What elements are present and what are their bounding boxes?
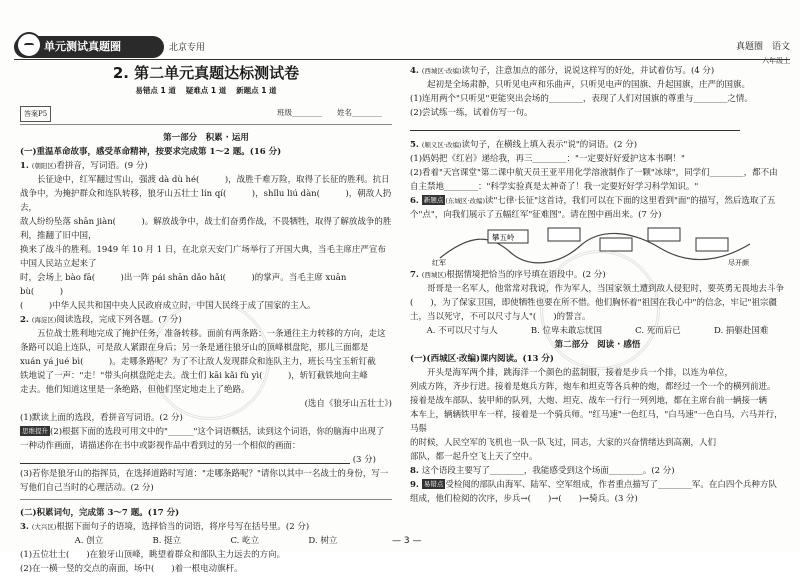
- question-5: [410, 138, 785, 194]
- q2-sub2-text: (2)根据下面的选段可用文中的"______"这个词语概括，读到这个词语，你的脑海中出现了一种动作画面，请描述你在书中或影视作品中看到过的另一个相似的画面：: [20, 427, 385, 451]
- stage-box-4[interactable]: [648, 228, 680, 241]
- edition-badge: 北京专用: [169, 43, 206, 53]
- section-two-heading: (二)积累词句，完成第 3～7 题。(17 分): [20, 508, 180, 518]
- stage-label-1: 攀五岭: [492, 233, 515, 242]
- q6-stem: 读"七律·长征"这首诗，我们可以在下面的这里看到"面"的描写，然后选取了五个"点"，向我们展示了五幅红军"征难图"。请在图中画出来。(7 分): [410, 196, 776, 220]
- easy-mistake-tag: 易错点: [423, 480, 444, 488]
- q2-sub2-answer: [20, 453, 392, 467]
- q4-source: (西城区·改编): [421, 67, 462, 75]
- new-point-tag: 新题点: [423, 196, 444, 204]
- passage-line: 接着是战车部队、装甲师的队列，大炮、坦克、战车一行行一列列地，都在主席台前一辆接一辆: [410, 396, 768, 406]
- q1-line: 换来了战斗的胜利。1949 年 10 月 1 日，在北京天安门广场举行了开国大典，当毛主席庄严宣布中国人民站立起来了: [20, 245, 386, 269]
- q2-source: (海淀区): [31, 316, 57, 324]
- q1-line: 敌人纷纷坠落 shān jiàn( )。解放战争中，战士们奋勇作战，不畏牺牲，取得了解放战争的胜利，推翻了旧中国，: [20, 217, 392, 241]
- q2-stem: 阅读选段，完成下列各题。(7 分): [56, 315, 182, 325]
- q4-answer-line: [410, 120, 785, 134]
- watermark-seal: [540, 250, 660, 370]
- q3-options: [20, 534, 392, 548]
- q2-line: 铁地说了一声："走！"带头向棋盘陀走去。战士们 kāi kǎi fù yì( )，斩钉截铁地向主峰: [20, 371, 368, 381]
- q3-stem: 根据下面句子的语境，选择恰当的词语，将序号写在括号里。(2 分): [56, 522, 310, 532]
- question-1: [20, 159, 392, 313]
- q1-source: (朝阳区): [31, 162, 57, 170]
- answer-blank[interactable]: [410, 121, 740, 131]
- question-4: [410, 64, 785, 134]
- skill-tag: 思维提升: [22, 427, 48, 435]
- q1-line: 时，会场上 bào fā( )出一阵 pái shān dǎo hǎi( )的掌声。当毛主席 xuān bù( ): [20, 273, 347, 297]
- q2-sub1: (1)默读上面的选段，看拼音写词语。(2 分): [20, 413, 183, 423]
- q7-source: (西城区): [421, 271, 447, 279]
- q2-line: 条路可以追上连队，可是敌人紧跟在身后；另一条是通往狼牙山的顶峰棋盘陀，那儿三面都是: [20, 343, 369, 353]
- question-8: [410, 464, 785, 478]
- q4-sentence: 起初是全场肃静，只听见电声和乐曲声，只听见电声的国旗、升起国旗，庄严的国旗。: [427, 80, 751, 90]
- section-three-heading: (一)(西城区·改编)课内阅读。(13 分): [410, 354, 554, 364]
- series-info: [736, 39, 790, 66]
- passage-line: 开头是海军两个排，跳海洋一个颜色的蓝制服，接着是步兵一个排，以连为单位，: [427, 368, 734, 378]
- option-c[interactable]: C. 屹立: [230, 536, 260, 546]
- q2-line: xuán yá jué bì( )。走哪条路呢？为了不让敌人发现群众和连队主力，班长马宝玉斩钉截: [20, 357, 376, 367]
- q2-number: 2.: [20, 315, 32, 325]
- q2-sub2: [20, 425, 392, 453]
- medium-count: 疑难点 1 道: [185, 86, 227, 95]
- option-a[interactable]: A. 不可以尺寸与人: [426, 326, 498, 336]
- q1-line: 长征途中，红军翻过雪山，强渡 dà dù hé( )，战胜千难万险，取得了长征的胜利。抗日战争中，为掩护群众和连队转移，狼牙山五壮士 lín qí( )，shǐlu liú dàn( )，朝敌人扔去，: [20, 175, 392, 213]
- q2-line: 走去。他们知道这里是一条绝路，但他们坚定地走上了绝路。: [20, 385, 250, 395]
- grade-label: 六年级上: [762, 57, 790, 65]
- option-c[interactable]: C. 死而后已: [635, 326, 681, 336]
- q5-sub2: (2)看着"天宫课堂"第二课中航天员王亚平用化学溶液制作了一颗"冰球"，同学们________，都不由自主禁地________："科学实验真是太神奇了！我一定要好好学习科学知识。": [410, 168, 778, 192]
- easy-count: 易错点 1 道: [135, 86, 176, 95]
- stage-box-3[interactable]: [600, 238, 632, 251]
- q9-stem: 受检阅的部队由海军、陆军、空军组成，作者重点描写了________军。在白四个兵种方队组成，他们检阅的次序，步兵→( )→( )→骑兵。(3 分): [410, 480, 777, 504]
- answer-reference: 答案P5: [20, 106, 51, 122]
- class-name-line: 班级________ 姓名________: [277, 108, 382, 117]
- q4-stem: 读句子，注意加点的部分，说说这样写的好处，并试着仿写。(4 分): [461, 66, 715, 76]
- passage-line: 的时候，人民空军的飞机也一队一队飞过，同志，大家的兴奋情绪达到高潮，人们: [410, 438, 717, 448]
- stage-box-2[interactable]: [548, 228, 580, 241]
- q1-line: ( )中华人民共和国中央人民政府成立时，中国人民终于成了国家的主人。: [20, 301, 316, 311]
- q5-source: (顺义区·改编): [421, 141, 462, 149]
- logo-text: 单元测试真题圈: [44, 40, 121, 53]
- series-logo: [14, 36, 164, 58]
- page-title: 2. 第二单元真题达标测试卷: [112, 64, 300, 82]
- answer-blank[interactable]: [20, 454, 350, 464]
- q2-sub3: (3)若你是狼牙山的指挥员，在选择道路时写道："走哪条路呢？"请你以其中一名战士的身份，写一写他们自己当时的心理活动。(2 分): [20, 469, 389, 493]
- q2-line: 五位战士胜利地完成了掩护任务，准备转移。面前有两条路：一条通往主力转移的方向，走这: [37, 329, 386, 339]
- q3-sentence-2: (2)在一横一竖的交点的南面，场中( )着一根电动旗杆。: [20, 564, 243, 574]
- q3-number: 3.: [20, 522, 32, 532]
- option-d[interactable]: D. 捐躯赴国难: [713, 326, 769, 336]
- header-divider: [14, 59, 790, 60]
- watermark-seal: [150, 300, 270, 420]
- route-start-label: 红军: [432, 259, 446, 267]
- q5-number: 5.: [410, 140, 422, 150]
- q7-number: 7.: [410, 270, 422, 280]
- stage-box-5[interactable]: [696, 238, 728, 251]
- q1-number: 1.: [20, 161, 32, 171]
- passage-line: 部队，都一起升空飞上天了空中。: [410, 452, 538, 462]
- option-b[interactable]: B. 挺立: [152, 536, 182, 546]
- q2-sub2-score: (3 分): [352, 455, 376, 465]
- q2-passage-source: (选自《狼牙山五壮士》): [304, 399, 392, 409]
- q8-stem: 这个语段主要写了________，我能感受到这个场面________。(2 分): [421, 466, 675, 476]
- divider: [20, 124, 392, 125]
- q4-sub1: (1)连用两个"只听见"更能突出会场的________，表现了人们对国旗的尊重与________之情。: [410, 94, 753, 104]
- passage-line: 本车上，辆辆铁甲车一样，接着是一个骑兵师。"红马速"一色红马，"白马速"一色白马，六马并行，马鬃: [410, 410, 783, 434]
- q5-sub1: (1)妈妈把《红岩》递给我，再三________："一定要好好爱护这本书啊！": [410, 154, 685, 164]
- q9-number: 9.: [410, 480, 422, 490]
- divider: [20, 499, 392, 500]
- answer-row: [20, 106, 392, 120]
- q7-passage: 哥哥是一名军人，他常常对我说，作为军人，当国家领土遭到敌人侵犯时，要英勇无畏地去斗争( )，为了保家卫国，即使牺牲也要在所不惜。他们胸怀着"祖国在我心中"的信念，牢记"祖宗疆土，当以死守，不可以尺寸与人"( )的誓言。: [410, 284, 785, 322]
- q8-number: 8.: [410, 466, 422, 476]
- q6-source: (东城区·改编): [445, 197, 485, 205]
- new-count: 新题点 1 道: [236, 86, 277, 95]
- q7-stem: 根据情境把恰当的序号填在语段中。(2 分): [446, 270, 606, 280]
- q5-stem: 读句子，在横线上填入表示"说"的词语。(2 分): [461, 140, 638, 150]
- series-name: 真题圈 语文: [735, 42, 790, 52]
- route-end-label: 尽开颜: [728, 259, 749, 267]
- page-header: [14, 36, 790, 65]
- q3-source: (大兴区): [31, 523, 57, 531]
- q4-number: 4.: [410, 66, 422, 76]
- mascot-icon: [16, 32, 42, 58]
- passage-line: 列成方阵，齐步行进。接着是炮兵方阵，炮车和坦克等各兵种的炮，都经过一个一个的横列前进。: [410, 382, 776, 392]
- question-3: [20, 520, 392, 576]
- q3-sentence-1: (1)五位壮士( )在狼牙山顶峰，眺望着群众和部队主力远去的方向。: [20, 550, 286, 560]
- option-a[interactable]: A. 创立: [74, 536, 104, 546]
- question-9: [410, 478, 785, 506]
- option-d[interactable]: D. 树立: [308, 536, 338, 546]
- q4-sub2: (2)尝试练一练，试着仿写一句。: [410, 108, 533, 118]
- option-b[interactable]: B. 位卑未敢忘忧国: [530, 326, 602, 336]
- part-two-heading: 第二部分 阅读 · 感悟: [554, 340, 641, 350]
- difficulty-legend: [20, 84, 392, 98]
- part-one-heading: 第一部分 积累 · 运用: [163, 133, 249, 143]
- q6-number: 6.: [410, 196, 422, 206]
- section-one-heading: (一)重温革命故事，感受革命精神，按要求完成第 1～2 题。(16 分): [20, 147, 282, 157]
- q1-stem: 看拼音，写词语。(9 分): [56, 161, 148, 171]
- page-number: — 3 —: [392, 536, 422, 546]
- reading-passage: [410, 366, 785, 464]
